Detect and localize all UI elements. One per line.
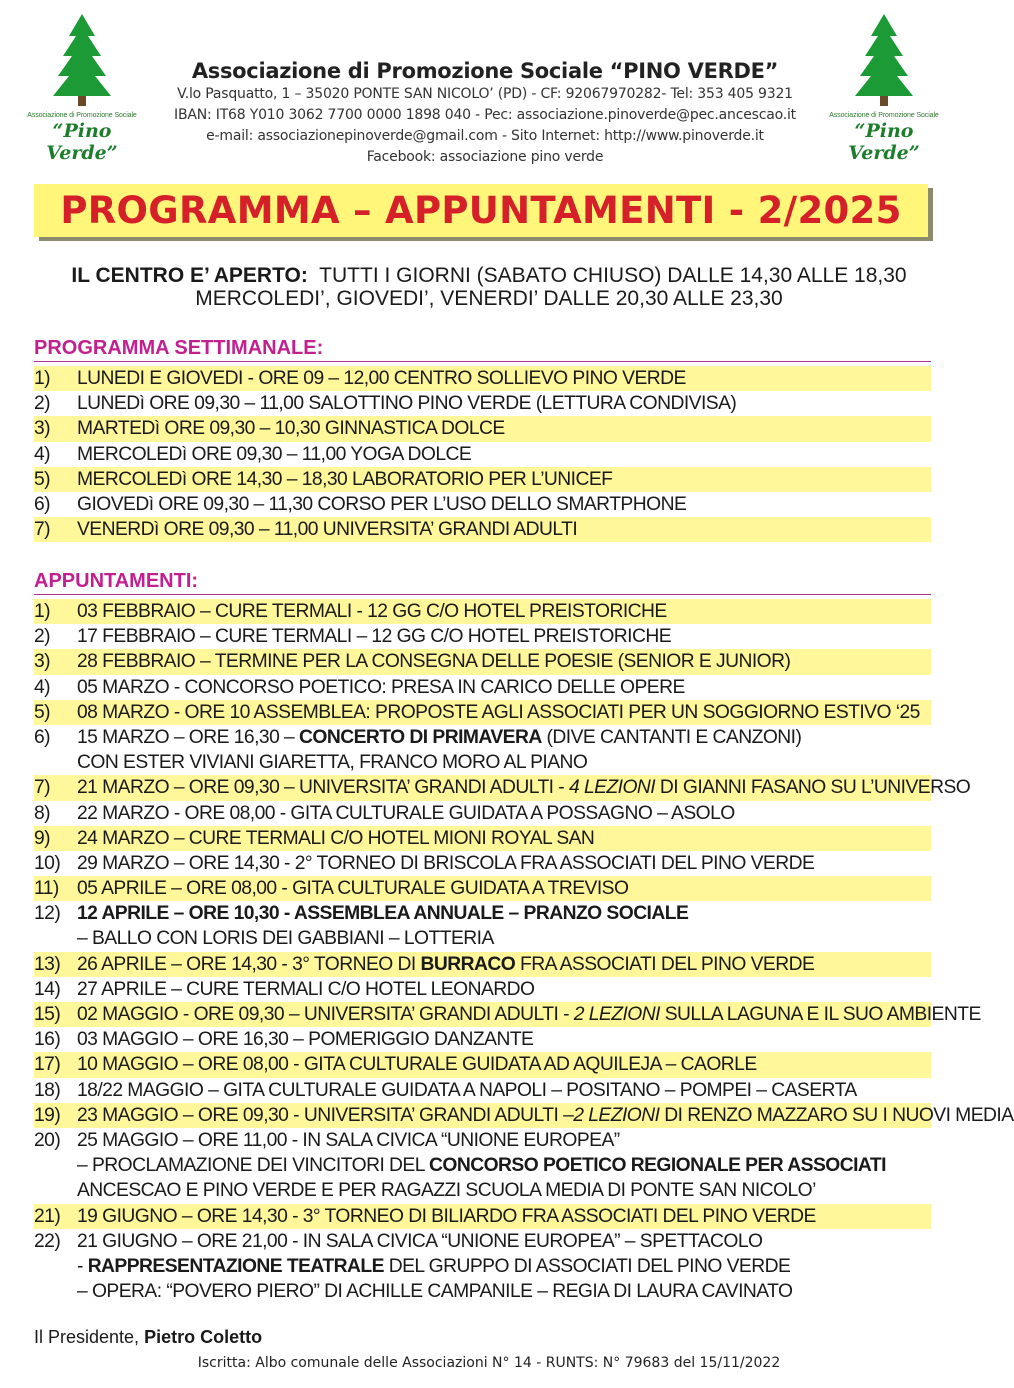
item-number: 5) xyxy=(34,468,51,490)
item-text xyxy=(77,725,931,750)
item-number: 7) xyxy=(34,519,51,541)
item-text-part: – BALLO CON LORIS DEI GABBIANI – LOTTERIA xyxy=(77,928,494,950)
appointment-item xyxy=(34,725,931,750)
weekly-program-heading: PROGRAMMA SETTIMANALE: xyxy=(34,336,931,362)
pine-tree-icon xyxy=(851,12,917,108)
item-text-part: 10 MAGGIO – ORE 08,00 - GITA CULTURALE GUIDATA AD AQUILEJA – CAORLE xyxy=(77,1054,757,1076)
appointments-list xyxy=(34,599,1014,1304)
appointment-item xyxy=(34,901,931,926)
appointment-item xyxy=(34,1254,931,1279)
item-text xyxy=(77,1002,981,1027)
item-text-part: – OPERA: “POVERO PIERO” DI ACHILLE CAMPANILE – REGIA DI LAURA CAVINATO xyxy=(77,1281,793,1303)
item-text-part: DI GIANNI FASANO SU L’UNIVERSO xyxy=(655,777,971,799)
president-name: Pietro Coletto xyxy=(144,1327,263,1347)
item-text xyxy=(77,1103,1014,1128)
president-signature xyxy=(34,1327,262,1348)
item-text-part: 21 MARZO – ORE 09,30 – UNIVERSITA’ GRANDI ADULTI - xyxy=(77,777,569,799)
appointment-item xyxy=(34,624,931,649)
appointment-item xyxy=(34,750,931,775)
item-text xyxy=(77,1204,931,1229)
logo-left xyxy=(22,12,142,164)
opening-hours-line-1 xyxy=(30,264,948,287)
item-text-part: 29 MARZO – ORE 14,30 - 2° TORNEO DI BRISCOLA FRA ASSOCIATI DEL PINO VERDE xyxy=(77,852,815,874)
item-text xyxy=(77,1229,931,1254)
opening-hours-weekdays: TUTTI I GIORNI (SABATO CHIUSO) DALLE 14,30 ALLE 18,30 xyxy=(319,264,907,287)
iban-line: IBAN: IT68 Y010 3062 7700 0000 1898 040 - Pec: associazione.pinoverde@pec.ancescao.it xyxy=(174,107,796,123)
appointment-item xyxy=(34,1229,931,1254)
item-text-part: MERCOLEDì ORE 09,30 – 11,00 YOGA DOLCE xyxy=(77,443,472,465)
item-text-part: 24 MARZO – CURE TERMALI C/O HOTEL MIONI ROYAL SAN xyxy=(77,827,595,849)
item-text-part: MERCOLEDì ORE 14,30 – 18,30 LABORATORIO PER L’UNICEF xyxy=(77,468,613,490)
appointment-item xyxy=(34,1279,931,1304)
item-text-part: DI RENZO MAZZARO SU I NUOVI MEDIA xyxy=(659,1104,1014,1126)
weekly-program-item xyxy=(34,517,931,542)
item-text-bold: RAPPRESENTAZIONE TEATRALE xyxy=(87,1255,384,1277)
item-text-part: – PROCLAMAZIONE DEI VINCITORI DEL xyxy=(77,1155,430,1177)
item-text xyxy=(77,926,931,951)
item-text xyxy=(77,700,931,725)
item-number: 1) xyxy=(34,601,51,622)
page-title: PROGRAMMA – APPUNTAMENTI - 2/2025 xyxy=(60,189,902,232)
appointment-item xyxy=(34,851,931,876)
weekly-program-item xyxy=(34,416,931,441)
item-text xyxy=(77,876,931,901)
appointment-item xyxy=(34,599,931,624)
appointment-item xyxy=(34,1078,931,1103)
item-text-part: 02 MAGGIO - ORE 09,30 – UNIVERSITA’ GRANDI ADULTI - xyxy=(77,1004,574,1025)
item-text-bold: CONCERTO DI PRIMAVERA xyxy=(299,726,542,748)
item-text-part: 08 MARZO - ORE 10 ASSEMBLEA: PROPOSTE AGLI ASSOCIATI PER UN SOGGIORNO ESTIVO ‘25 xyxy=(77,701,920,723)
item-text xyxy=(77,517,931,542)
item-text-part: 15 MARZO – ORE 16,30 – xyxy=(77,726,300,748)
item-text xyxy=(77,442,931,467)
item-text xyxy=(77,492,931,517)
item-number: 9) xyxy=(34,827,51,849)
item-text xyxy=(77,1178,931,1203)
item-text xyxy=(77,801,931,826)
item-text-bold: 12 APRILE – ORE 10,30 - ASSEMBLEA ANNUALE – PRANZO SOCIALE xyxy=(77,903,689,925)
title-banner xyxy=(34,184,928,237)
item-text xyxy=(77,851,931,876)
item-text xyxy=(77,977,931,1002)
appointment-item xyxy=(34,649,931,674)
item-number: 3) xyxy=(34,418,51,440)
appointments-heading: APPUNTAMENTI: xyxy=(34,569,931,595)
item-text-part: 17 FEBBRAIO – CURE TERMALI – 12 GG C/O HOTEL PREISTORICHE xyxy=(77,626,672,648)
registration-line: Iscritta: Albo comunale delle Associazioni N° 14 - RUNTS: N° 79683 del 15/11/2022 xyxy=(197,1355,781,1371)
item-number: 8) xyxy=(34,802,51,824)
president-label: Il Presidente, xyxy=(34,1327,145,1347)
facebook-line: Facebook: associazione pino verde xyxy=(366,149,604,165)
item-text-part: (DIVE CANTANTI E CANZONI) xyxy=(541,726,802,748)
item-number: 11) xyxy=(34,878,59,900)
item-number: 16) xyxy=(34,1029,61,1051)
item-number: 5) xyxy=(34,701,51,723)
item-number: 1) xyxy=(34,368,51,389)
item-text-part: FRA ASSOCIATI DEL PINO VERDE xyxy=(515,953,815,975)
logo-caption-small: Associazione di Promozione Sociale xyxy=(829,112,939,119)
item-text-part: 05 MARZO - CONCORSO POETICO: PRESA IN CARICO DELLE OPERE xyxy=(77,676,685,698)
item-number: 4) xyxy=(34,443,51,465)
logo-caption-name: “Pino Verde” xyxy=(848,120,920,164)
item-text xyxy=(77,750,931,775)
item-text-part: LUNEDI E GIOVEDI - ORE 09 – 12,00 CENTRO SOLLIEVO PINO VERDE xyxy=(77,368,686,389)
item-text-part: - xyxy=(77,1255,88,1277)
item-text xyxy=(77,675,931,700)
item-text xyxy=(77,599,931,624)
item-text-italic: 2 LEZIONI xyxy=(573,1104,660,1126)
item-text-part: 28 FEBBRAIO – TERMINE PER LA CONSEGNA DELLE POESIE (SENIOR E JUNIOR) xyxy=(77,651,791,673)
appointment-item xyxy=(34,801,931,826)
appointment-item xyxy=(34,952,931,977)
item-number: 18) xyxy=(34,1079,61,1101)
item-text-part: 05 APRILE – ORE 08,00 - GITA CULTURALE GUIDATA A TREVISO xyxy=(77,878,629,900)
appointment-item xyxy=(34,1027,931,1052)
item-text-part: 22 MARZO - ORE 08,00 - GITA CULTURALE GUIDATA A POSSAGNO – ASOLO xyxy=(77,802,735,824)
item-text xyxy=(77,416,931,441)
weekly-program-item xyxy=(34,467,931,492)
appointment-item xyxy=(34,977,931,1002)
item-text-part: LUNEDì ORE 09,30 – 11,00 SALOTTINO PINO VERDE (LETTURA CONDIVISA) xyxy=(77,393,737,415)
item-text-part: MARTEDì ORE 09,30 – 10,30 GINNASTICA DOLCE xyxy=(77,418,505,440)
pine-tree-icon xyxy=(49,12,115,108)
item-text-part: SULLA LAGUNA E IL SUO AMBIENTE xyxy=(659,1004,981,1025)
item-number: 12) xyxy=(34,903,61,925)
item-number: 21) xyxy=(34,1205,61,1227)
item-number: 2) xyxy=(34,626,51,648)
weekly-program-item xyxy=(34,442,931,467)
item-number: 20) xyxy=(34,1129,61,1151)
appointment-item xyxy=(34,876,931,901)
item-text xyxy=(77,826,931,851)
appointment-item xyxy=(34,775,971,800)
item-text-italic: 2 LEZIONI xyxy=(573,1004,660,1025)
appointment-item xyxy=(34,1128,931,1153)
item-text-part: 25 MAGGIO – ORE 11,00 - IN SALA CIVICA “UNIONE EUROPEA” xyxy=(77,1129,620,1151)
item-text-bold: BURRACO xyxy=(420,953,516,975)
item-number: 17) xyxy=(34,1054,61,1076)
appointment-item xyxy=(34,1153,931,1178)
item-number: 3) xyxy=(34,651,51,673)
item-text-part: 19 GIUGNO – ORE 14,30 - 3° TORNEO DI BILIARDO FRA ASSOCIATI DEL PINO VERDE xyxy=(77,1205,816,1227)
contact-line: e-mail: associazionepinoverde@gmail.com - Sito Internet: http://www.pinoverde.it xyxy=(206,128,764,144)
item-number: 2) xyxy=(34,393,51,415)
item-text xyxy=(77,467,931,492)
item-text xyxy=(77,1128,931,1153)
item-number: 22) xyxy=(34,1230,61,1252)
item-text xyxy=(77,624,931,649)
item-text xyxy=(77,649,931,674)
weekly-program-item xyxy=(34,492,931,517)
appointment-item xyxy=(34,675,931,700)
item-text xyxy=(77,1052,931,1077)
item-number: 10) xyxy=(34,852,61,874)
item-text xyxy=(77,1078,931,1103)
item-text xyxy=(77,1279,931,1304)
item-text-part: 03 FEBBRAIO – CURE TERMALI - 12 GG C/O HOTEL PREISTORICHE xyxy=(77,601,667,622)
item-number: 6) xyxy=(34,726,51,748)
appointment-item xyxy=(34,1103,1014,1128)
appointment-item xyxy=(34,700,931,725)
item-number: 4) xyxy=(34,676,51,698)
weekly-program-item xyxy=(34,366,931,391)
item-text-part: 03 MAGGIO – ORE 16,30 – POMERIGGIO DANZANTE xyxy=(77,1029,534,1051)
item-text-part: VENERDì ORE 09,30 – 11,00 UNIVERSITA’ GRANDI ADULTI xyxy=(77,519,578,541)
address-line: V.lo Pasquatto, 1 – 35020 PONTE SAN NICOLO’ (PD) - CF: 92067970282- Tel: 353 405 9321 xyxy=(177,86,793,102)
appointment-item xyxy=(34,1002,981,1027)
item-text xyxy=(77,901,931,926)
weekly-program-list xyxy=(34,366,931,542)
item-text-part: ANCESCAO E PINO VERDE E PER RAGAZZI SCUOLA MEDIA DI PONTE SAN NICOLO’ xyxy=(77,1180,816,1202)
appointment-item xyxy=(34,826,931,851)
item-text xyxy=(77,391,931,416)
item-number: 19) xyxy=(34,1104,61,1126)
appointment-item xyxy=(34,1052,931,1077)
item-number: 6) xyxy=(34,493,51,515)
item-text-part: 21 GIUGNO – ORE 21,00 - IN SALA CIVICA “UNIONE EUROPEA” – SPETTACOLO xyxy=(77,1230,763,1252)
item-text-part: CON ESTER VIVIANI GIARETTA, FRANCO MORO AL PIANO xyxy=(77,752,588,774)
appointment-item xyxy=(34,926,931,951)
item-text xyxy=(77,1153,931,1178)
opening-hours xyxy=(30,264,948,310)
item-text-part: 18/22 MAGGIO – GITA CULTURALE GUIDATA A NAPOLI – POSITANO – POMPEI – CASERTA xyxy=(77,1079,857,1101)
item-number: 15) xyxy=(34,1004,61,1025)
appointment-item xyxy=(34,1204,931,1229)
item-number: 14) xyxy=(34,978,61,1000)
item-text-part: 23 MAGGIO – ORE 09,30 - UNIVERSITA’ GRANDI ADULTI – xyxy=(77,1104,574,1126)
item-text-bold: CONCORSO POETICO REGIONALE PER ASSOCIATI xyxy=(429,1155,886,1177)
item-text xyxy=(77,1254,931,1279)
item-text xyxy=(77,1027,931,1052)
item-text-part: GIOVEDì ORE 09,30 – 11,30 CORSO PER L’USO DELLO SMARTPHONE xyxy=(77,493,687,515)
item-text xyxy=(77,366,931,391)
organization-name: Associazione di Promozione Sociale “PINO VERDE” xyxy=(191,59,779,83)
weekly-program-item xyxy=(34,391,931,416)
logo-right xyxy=(824,12,944,164)
logo-caption-small: Associazione di Promozione Sociale xyxy=(27,112,137,119)
logo-caption-name: “Pino Verde” xyxy=(46,120,118,164)
item-text xyxy=(77,775,971,800)
item-text-part: 26 APRILE – ORE 14,30 - 3° TORNEO DI xyxy=(77,953,421,975)
item-text xyxy=(77,952,931,977)
item-number: 13) xyxy=(34,953,61,975)
appointment-item xyxy=(34,1178,931,1203)
item-text-part: 27 APRILE – CURE TERMALI C/O HOTEL LEONARDO xyxy=(77,978,535,1000)
opening-hours-label: IL CENTRO E’ APERTO: xyxy=(71,264,308,287)
item-number: 7) xyxy=(34,777,51,799)
item-text-italic: 4 LEZIONI xyxy=(568,777,656,799)
item-text-part: DEL GRUPPO DI ASSOCIATI DEL PINO VERDE xyxy=(383,1255,791,1277)
letterhead xyxy=(150,58,820,168)
opening-hours-evenings: MERCOLEDI’, GIOVEDI’, VENERDI’ DALLE 20,30 ALLE 23,30 xyxy=(195,287,783,310)
